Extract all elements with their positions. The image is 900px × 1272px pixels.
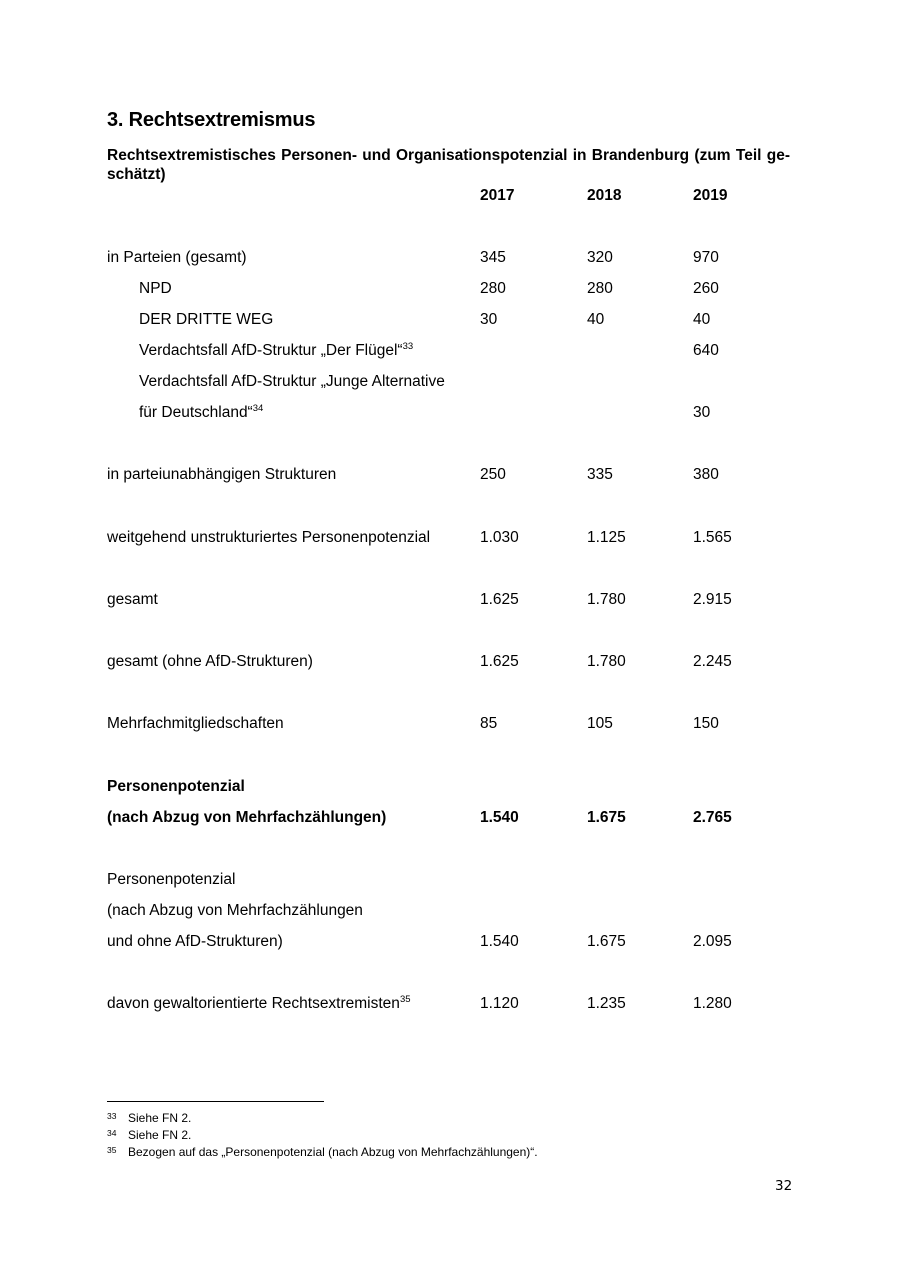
value-2017: 250 bbox=[480, 466, 506, 483]
table-row bbox=[0, 591, 900, 615]
year-header-2019: 2019 bbox=[693, 187, 728, 204]
row-label bbox=[107, 591, 158, 609]
row-label bbox=[139, 342, 413, 360]
row-label bbox=[107, 995, 411, 1013]
value-2017: 1.625 bbox=[480, 653, 519, 670]
value-2018: 1.675 bbox=[587, 809, 626, 826]
footnote-divider bbox=[107, 1101, 324, 1102]
table-row bbox=[0, 280, 900, 304]
row-label-text: Verdachtsfall AfD-Struktur „Der Flügel“ bbox=[139, 342, 403, 359]
value-2019: 2.765 bbox=[693, 809, 732, 826]
table-row bbox=[0, 902, 900, 926]
value-2017: 85 bbox=[480, 715, 498, 732]
table-row bbox=[0, 871, 900, 895]
value-2018: 40 bbox=[587, 311, 605, 328]
row-label-text: DER DRITTE WEG bbox=[139, 311, 274, 328]
footnote-reference: 34 bbox=[252, 403, 264, 414]
row-label bbox=[107, 249, 247, 267]
row-label bbox=[139, 280, 172, 298]
footnote-text: Bezogen auf das „Personenpotenzial (nach Abzug von Mehrfachzählungen)“. bbox=[128, 1145, 538, 1159]
row-label-text: weitgehend unstrukturiertes Personenpotenzial bbox=[107, 529, 431, 546]
row-label-text: davon gewaltorientierte Rechtsextremisten bbox=[107, 995, 400, 1012]
value-2019: 380 bbox=[693, 466, 719, 483]
value-2019: 150 bbox=[693, 715, 719, 732]
table-row bbox=[0, 311, 900, 335]
table-caption: Rechtsextremistisches Personen- und Organisationspotenzial in Brandenburg (zum Teil ge-schätzt) bbox=[107, 147, 790, 183]
value-2019: 970 bbox=[693, 249, 719, 266]
row-label-text: Verdachtsfall AfD-Struktur „Junge Alternative bbox=[139, 373, 445, 390]
footnote-35 bbox=[107, 1145, 538, 1159]
footnote-number: 34 bbox=[107, 1128, 117, 1138]
value-2019: 1.565 bbox=[693, 529, 732, 546]
value-2018: 105 bbox=[587, 715, 613, 732]
footnote-number: 35 bbox=[107, 1145, 117, 1155]
footnote-text: Siehe FN 2. bbox=[128, 1111, 192, 1125]
table-row bbox=[0, 342, 900, 366]
footnote-number: 33 bbox=[107, 1111, 117, 1121]
value-2018: 1.235 bbox=[587, 995, 626, 1012]
row-label-text: gesamt bbox=[107, 591, 158, 608]
table-row bbox=[0, 809, 900, 833]
row-label bbox=[107, 715, 284, 733]
footnote-text: Siehe FN 2. bbox=[128, 1128, 192, 1142]
table-row bbox=[0, 995, 900, 1019]
row-label bbox=[107, 871, 235, 889]
year-header-2017: 2017 bbox=[480, 187, 515, 204]
value-2019: 40 bbox=[693, 311, 711, 328]
table-row bbox=[0, 249, 900, 273]
footnote-reference: 33 bbox=[402, 341, 414, 352]
value-2018: 280 bbox=[587, 280, 613, 297]
value-2019: 640 bbox=[693, 342, 719, 359]
table-row bbox=[0, 466, 900, 490]
table-row bbox=[0, 933, 900, 957]
value-2018: 1.675 bbox=[587, 933, 626, 950]
page-number: 32 bbox=[775, 1178, 793, 1194]
value-2019: 260 bbox=[693, 280, 719, 297]
value-2017: 1.030 bbox=[480, 529, 519, 546]
row-label-text: gesamt (ohne AfD-Strukturen) bbox=[107, 653, 313, 670]
value-2018: 335 bbox=[587, 466, 613, 483]
value-2019: 30 bbox=[693, 404, 711, 421]
row-label bbox=[107, 778, 245, 796]
row-label bbox=[107, 809, 386, 827]
value-2017: 280 bbox=[480, 280, 506, 297]
value-2017: 1.540 bbox=[480, 933, 519, 950]
row-label-text: NPD bbox=[139, 280, 172, 297]
footnote-reference: 35 bbox=[399, 994, 411, 1005]
row-label-text: und ohne AfD-Strukturen) bbox=[107, 933, 283, 950]
value-2017: 1.120 bbox=[480, 995, 519, 1012]
value-2019: 2.095 bbox=[693, 933, 732, 950]
row-label bbox=[107, 902, 363, 920]
row-label bbox=[107, 653, 313, 671]
row-label-text: in Parteien (gesamt) bbox=[107, 249, 247, 266]
row-label bbox=[107, 529, 430, 547]
table-row bbox=[0, 373, 900, 397]
value-2019: 2.915 bbox=[693, 591, 732, 608]
table-row bbox=[0, 715, 900, 739]
table-row bbox=[0, 404, 900, 428]
row-label bbox=[107, 933, 283, 951]
row-label-text: Mehrfachmitgliedschaften bbox=[107, 715, 284, 732]
footnote-33 bbox=[107, 1111, 191, 1125]
row-label-text: (nach Abzug von Mehrfachzählungen) bbox=[107, 809, 387, 826]
row-label-text: Personenpotenzial bbox=[107, 871, 236, 888]
table-row bbox=[0, 529, 900, 553]
row-label-text: Personenpotenzial bbox=[107, 778, 245, 795]
row-label bbox=[139, 404, 263, 422]
value-2017: 1.625 bbox=[480, 591, 519, 608]
table-row bbox=[0, 653, 900, 677]
row-label-text: in parteiunabhängigen Strukturen bbox=[107, 466, 337, 483]
footnote-34 bbox=[107, 1128, 191, 1142]
row-label-text: für Deutschland“ bbox=[139, 404, 253, 421]
row-label bbox=[139, 373, 445, 391]
value-2018: 320 bbox=[587, 249, 613, 266]
table-row bbox=[0, 778, 900, 802]
value-2018: 1.780 bbox=[587, 591, 626, 608]
value-2019: 2.245 bbox=[693, 653, 732, 670]
year-header-2018: 2018 bbox=[587, 187, 622, 204]
row-label bbox=[139, 311, 273, 329]
value-2017: 30 bbox=[480, 311, 498, 328]
value-2017: 345 bbox=[480, 249, 506, 266]
value-2019: 1.280 bbox=[693, 995, 732, 1012]
value-2018: 1.780 bbox=[587, 653, 626, 670]
value-2018: 1.125 bbox=[587, 529, 626, 546]
row-label-text: (nach Abzug von Mehrfachzählungen bbox=[107, 902, 363, 919]
row-label bbox=[107, 466, 336, 484]
value-2017: 1.540 bbox=[480, 809, 519, 826]
section-heading: 3. Rechtsextremismus bbox=[107, 109, 316, 131]
